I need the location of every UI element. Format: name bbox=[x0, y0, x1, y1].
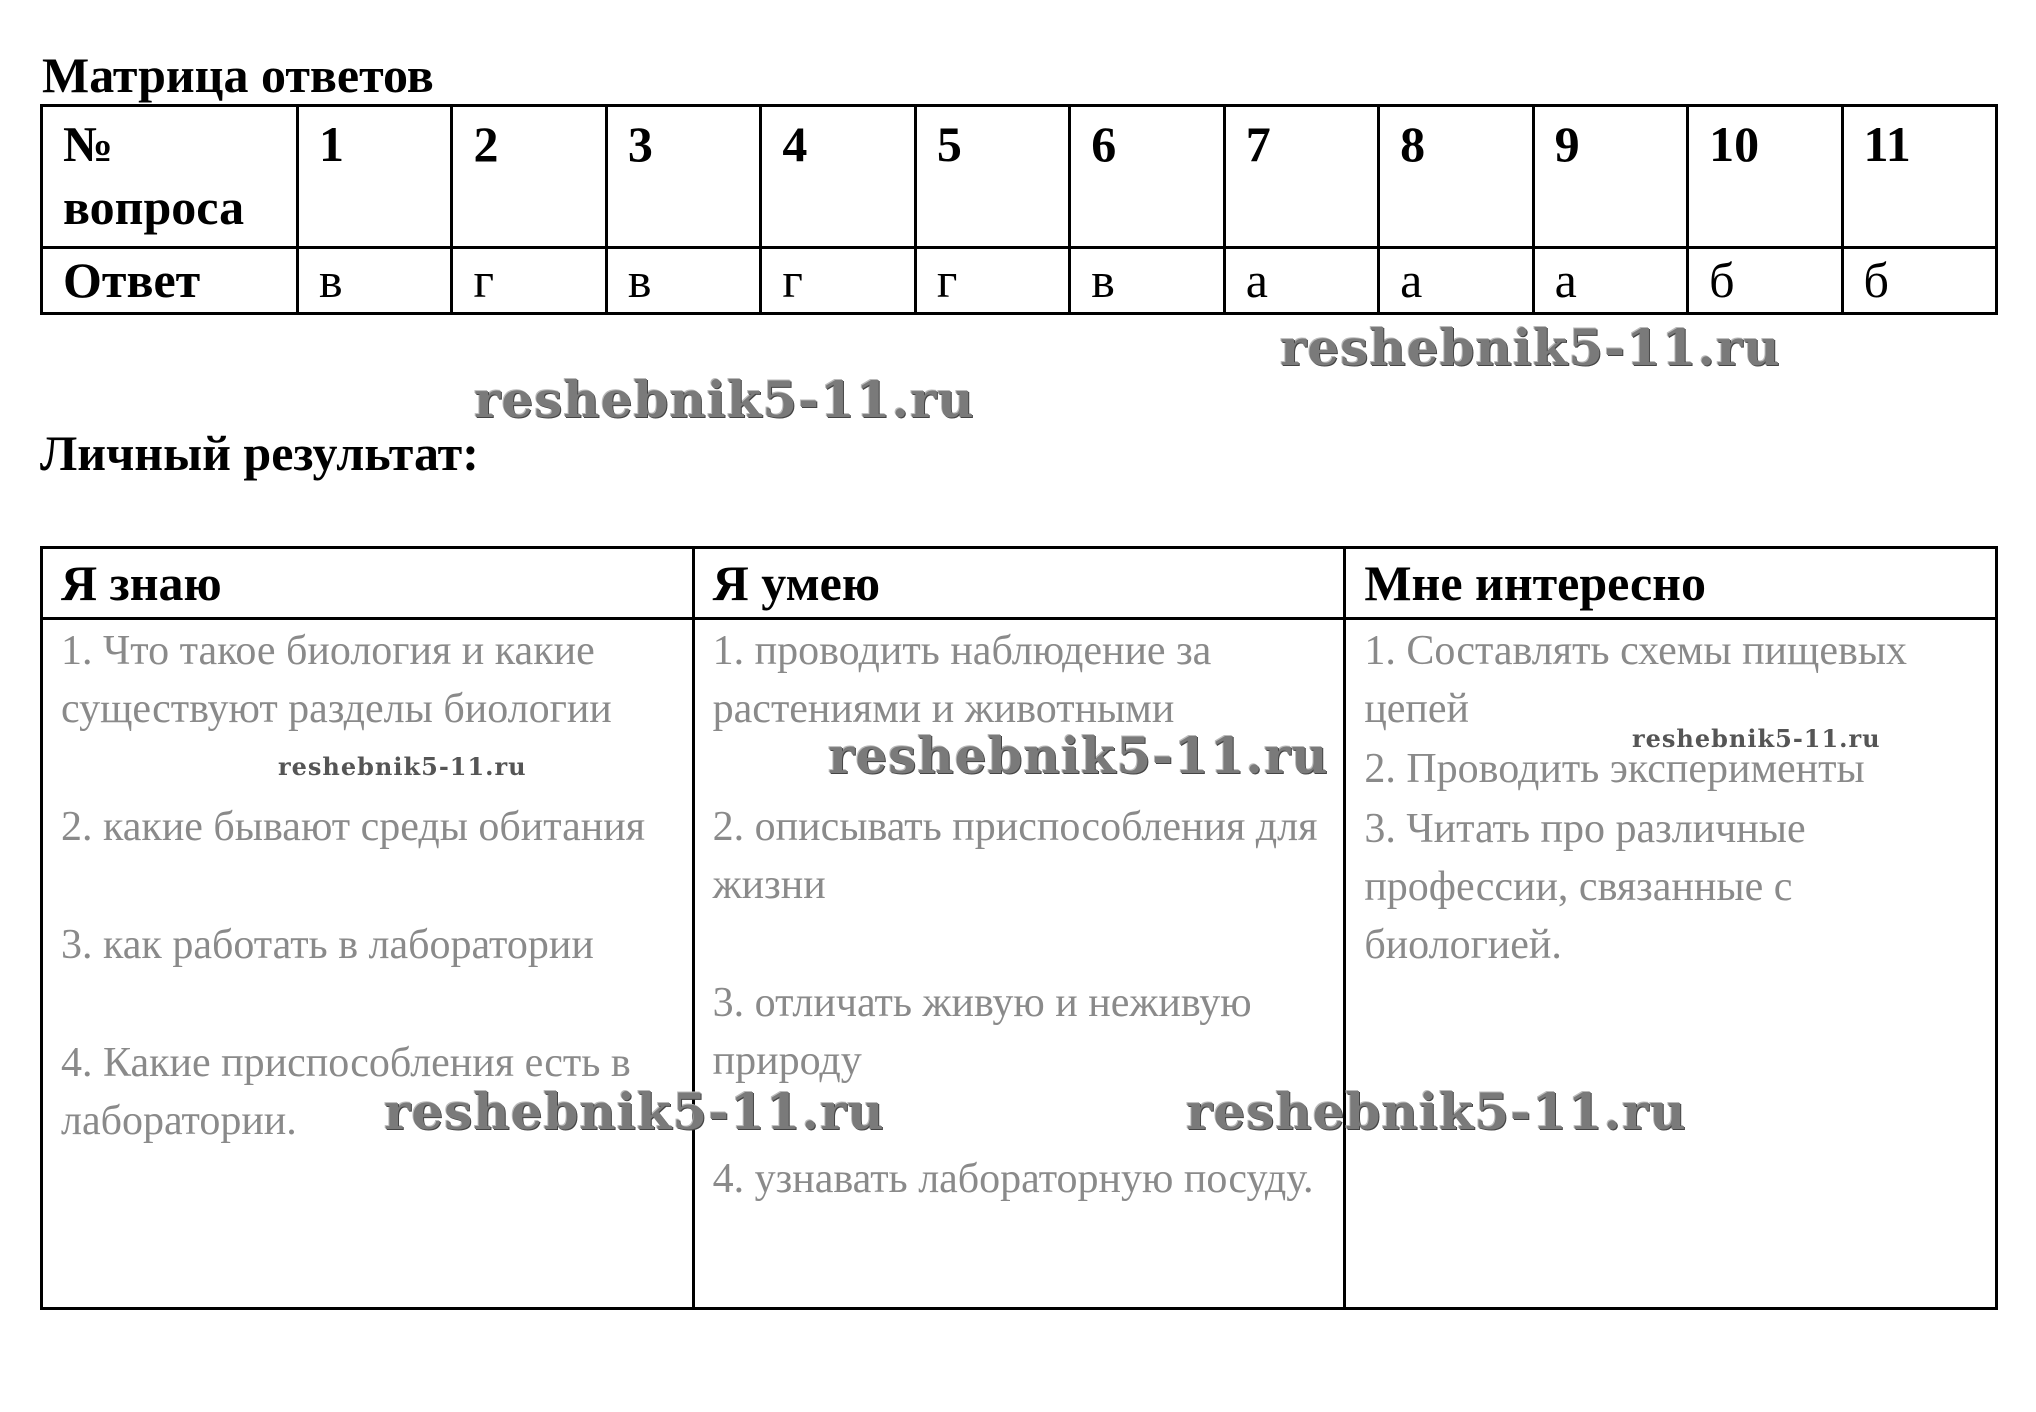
answer-cell: г bbox=[452, 248, 606, 314]
watermark: reshebnik5-11.ru bbox=[384, 1082, 885, 1141]
question-number-cell: 3 bbox=[606, 106, 760, 248]
answer-cell: а bbox=[1533, 248, 1687, 314]
question-number-row bbox=[42, 106, 1997, 248]
answer-cell: в bbox=[1070, 248, 1224, 314]
question-number-cell: 8 bbox=[1379, 106, 1533, 248]
column-header-can: Я умею bbox=[693, 548, 1345, 619]
list-item: 1. Что такое биология и какие существуют разделы биологии bbox=[61, 628, 612, 732]
list-item: 3. как работать в лаборатории bbox=[61, 922, 594, 968]
question-number-cell: 7 bbox=[1224, 106, 1378, 248]
list-item: 4. Какие приспособления есть в лаборатории. bbox=[61, 1040, 631, 1144]
list-item: 3. Читать про различные профессии, связанные с биологией. bbox=[1364, 806, 1806, 968]
question-number-cell: 11 bbox=[1842, 106, 1996, 248]
list-item: 2. какие бывают среды обитания bbox=[61, 804, 646, 850]
question-number-cell: 9 bbox=[1533, 106, 1687, 248]
answer-matrix-title: Матрица ответов bbox=[42, 47, 434, 103]
watermark: reshebnik5-11.ru bbox=[1280, 318, 1781, 377]
list-item: 3. отличать живую и неживую природу bbox=[712, 980, 1252, 1084]
personal-result-title: Личный результат: bbox=[40, 425, 479, 481]
answer-cell: а bbox=[1224, 248, 1378, 314]
column-header-interest: Мне интересно bbox=[1345, 548, 1997, 619]
answer-cell: в bbox=[298, 248, 452, 314]
question-number-cell: 2 bbox=[452, 106, 606, 248]
watermark: reshebnik5-11.ru bbox=[278, 752, 527, 781]
question-number-cell: 6 bbox=[1070, 106, 1224, 248]
answer-row-header: Ответ bbox=[42, 248, 298, 314]
result-body-row bbox=[42, 619, 1997, 1309]
list-item: 2. описывать приспособления для жизни bbox=[712, 804, 1318, 908]
column-header-know: Я знаю bbox=[42, 548, 694, 619]
list-item: 1. Составлять схемы пищевых цепей bbox=[1364, 628, 1908, 732]
list-item: 4. узнавать лабораторную посуду. bbox=[712, 1156, 1314, 1202]
watermark: reshebnik5-11.ru bbox=[474, 370, 975, 429]
watermark: reshebnik5-11.ru bbox=[1186, 1082, 1687, 1141]
answer-cell: г bbox=[915, 248, 1069, 314]
question-number-cell: 10 bbox=[1688, 106, 1842, 248]
watermark: reshebnik5-11.ru bbox=[828, 726, 1329, 785]
answer-row bbox=[42, 248, 1997, 314]
list-item: 2. Проводить эксперименты bbox=[1364, 746, 1865, 792]
answer-cell: г bbox=[761, 248, 915, 314]
answer-cell: б bbox=[1842, 248, 1996, 314]
answer-cell: б bbox=[1688, 248, 1842, 314]
answer-cell: а bbox=[1379, 248, 1533, 314]
question-number-cell: 1 bbox=[298, 106, 452, 248]
answer-matrix-table bbox=[40, 104, 1998, 315]
watermark: reshebnik5-11.ru bbox=[1632, 724, 1881, 753]
result-header-row bbox=[42, 548, 1997, 619]
answer-cell: в bbox=[606, 248, 760, 314]
personal-result-table bbox=[40, 546, 1998, 1310]
know-column bbox=[42, 619, 694, 1309]
question-number-cell: 5 bbox=[915, 106, 1069, 248]
list-item: 1. проводить наблюдение за растениями и животными bbox=[712, 628, 1212, 732]
can-column bbox=[693, 619, 1345, 1309]
question-number-header: № вопроса bbox=[42, 106, 298, 248]
interest-column bbox=[1345, 619, 1997, 1309]
question-number-cell: 4 bbox=[761, 106, 915, 248]
